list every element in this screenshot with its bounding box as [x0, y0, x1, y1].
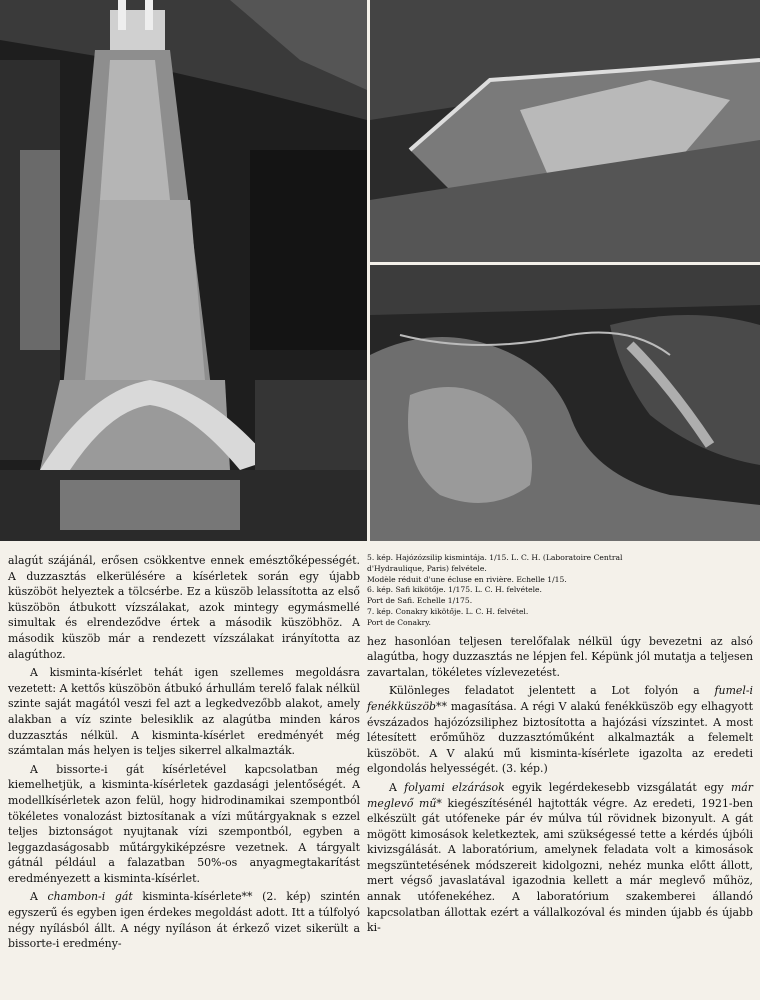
caption-line: Port de Safi. Echelle 1/175. — [367, 596, 473, 606]
paragraph: A bissorte-i gát kísérletével kapcsolatban még kiemelhetjük, a kisminta-kísérletek gazdasági jelentőségét. A modellkísérletek azon felül, hogy hidrodinamikai szempontból tökéletes vonalozást biztosítanak a vízi műtárgyaknak s ezzel teljes biztonságot nyujtanak vízi szempontból, egyben a leggazdaságosabb műtárgykiképzésre vezetnek. A tárgyalt gátnál például a falazatban 50%-os anyagmegtakarítást eredményezett a kisminta-kísérlet. — [8, 762, 360, 885]
caption-line: 6. kép. Safi kikötője. 1/175. L. C. H. felvétele. — [367, 585, 542, 595]
figure-captions — [367, 553, 753, 629]
paragraph: A kisminta-kísérlet tehát igen szellemes megoldásra vezetett: A kettős küszöbön átbukó árhullám terelő falak nélkül szinte saját magától veszi fel azt a legkedvezőbb alakot, amely alakban a víz szinte belesiklik az alagútba minden káros duzzasztás nélkül. A kisminta-kísérlet eredményét még számtalan más helyen is teljes sikerrel alkalmazták. — [8, 666, 360, 758]
caption-line: d'Hydraulique, Paris) felvétele. — [367, 563, 487, 573]
caption-line: Port de Conakry. — [367, 617, 431, 627]
conakry-port-photo — [370, 265, 760, 541]
caption-line: Modèle réduit d'une écluse en rivière. Echelle 1/15. — [367, 574, 567, 584]
left-text-column — [8, 553, 360, 952]
paragraph: A folyami elzárások egyik legérdekesebb vizsgálatát egy már meglevő mű* kiegészítésénél hajtották végre. Az eredeti, 1921-ben elkészült gát utófeneke pár év múlva túl rövidnek bizonyult. A gát mögött kimosások keletkeztek, ami szükségessé tette a kérdés újbóli kivizsgálását. A laboratórium, amelynek feladata volt a kimosások megszüntetésének módszereit kidolgozni, nehéz munka előtt állott, mert végső javaslatával igazodnia kellett a már meglevő műhöz, annak utófenekéhez. A laboratórium szakemberei állandó kapcsolatban állottak ezért a vállalkozóval és minden újabb és újabb ki- — [367, 780, 754, 935]
lock-model-photo — [0, 0, 367, 541]
paragraph: A chambon-i gát kisminta-kísérlete** (2. kép) szintén egyszerű és egyben igen érdekes megoldást adott. Itt a túlfolyó négy nyílásból állt. A négy nyíláson át érkező vizet sikerült a bissorte-i eredmény- — [8, 890, 361, 951]
paragraph: Különleges feladatot jelentett a Lot folyón a fumel-i fenékküszöb** magasítása. A régi V alakú fenékküszöb egy elhagyott évszázados hajózózsiliphez biztosította a hajózási vízszintet. A most létesített erőműhöz duzzasztóműként alkalmazták a felemelt küszöböt. A V alakú mű kisminta-kísérlete igazolta az eredeti elgondolás helyességét. (3. kép.) — [367, 684, 753, 776]
caption-line: 7. kép. Conakry kikötője. L. C. H. felvétel. — [367, 606, 529, 616]
caption-line: 5. kép. Hajózózsilip kismintája. 1/15. L. C. H. (Laboratoire Central — [367, 553, 623, 562]
paragraph: hez hasonlóan teljesen terelőfalak nélkül úgy bevezetni az alsó alagútba, hogy duzzasztás ne lépjen fel. Képünk jól mutatja a teljesen zavartalan, tökéletes vízlevezetést. — [367, 634, 753, 679]
safi-port-photo — [370, 0, 760, 262]
right-text-column — [367, 553, 753, 936]
paragraph: alagút szájánál, erősen csökkentve ennek emésztőképességét. A duzzasztás elkerülésére a kísérletek során egy újabb küszöböt helyeztek a tölcsérbe. Ez a küszöb lelassította az első küszöbön átbukott vízszálakat, azok mintegy egymásmellé simultak és elrendeződve értek a második küszöbhöz. A második küszöb már a rendezett vízszálakat irányította az alagúthoz. — [8, 554, 360, 661]
